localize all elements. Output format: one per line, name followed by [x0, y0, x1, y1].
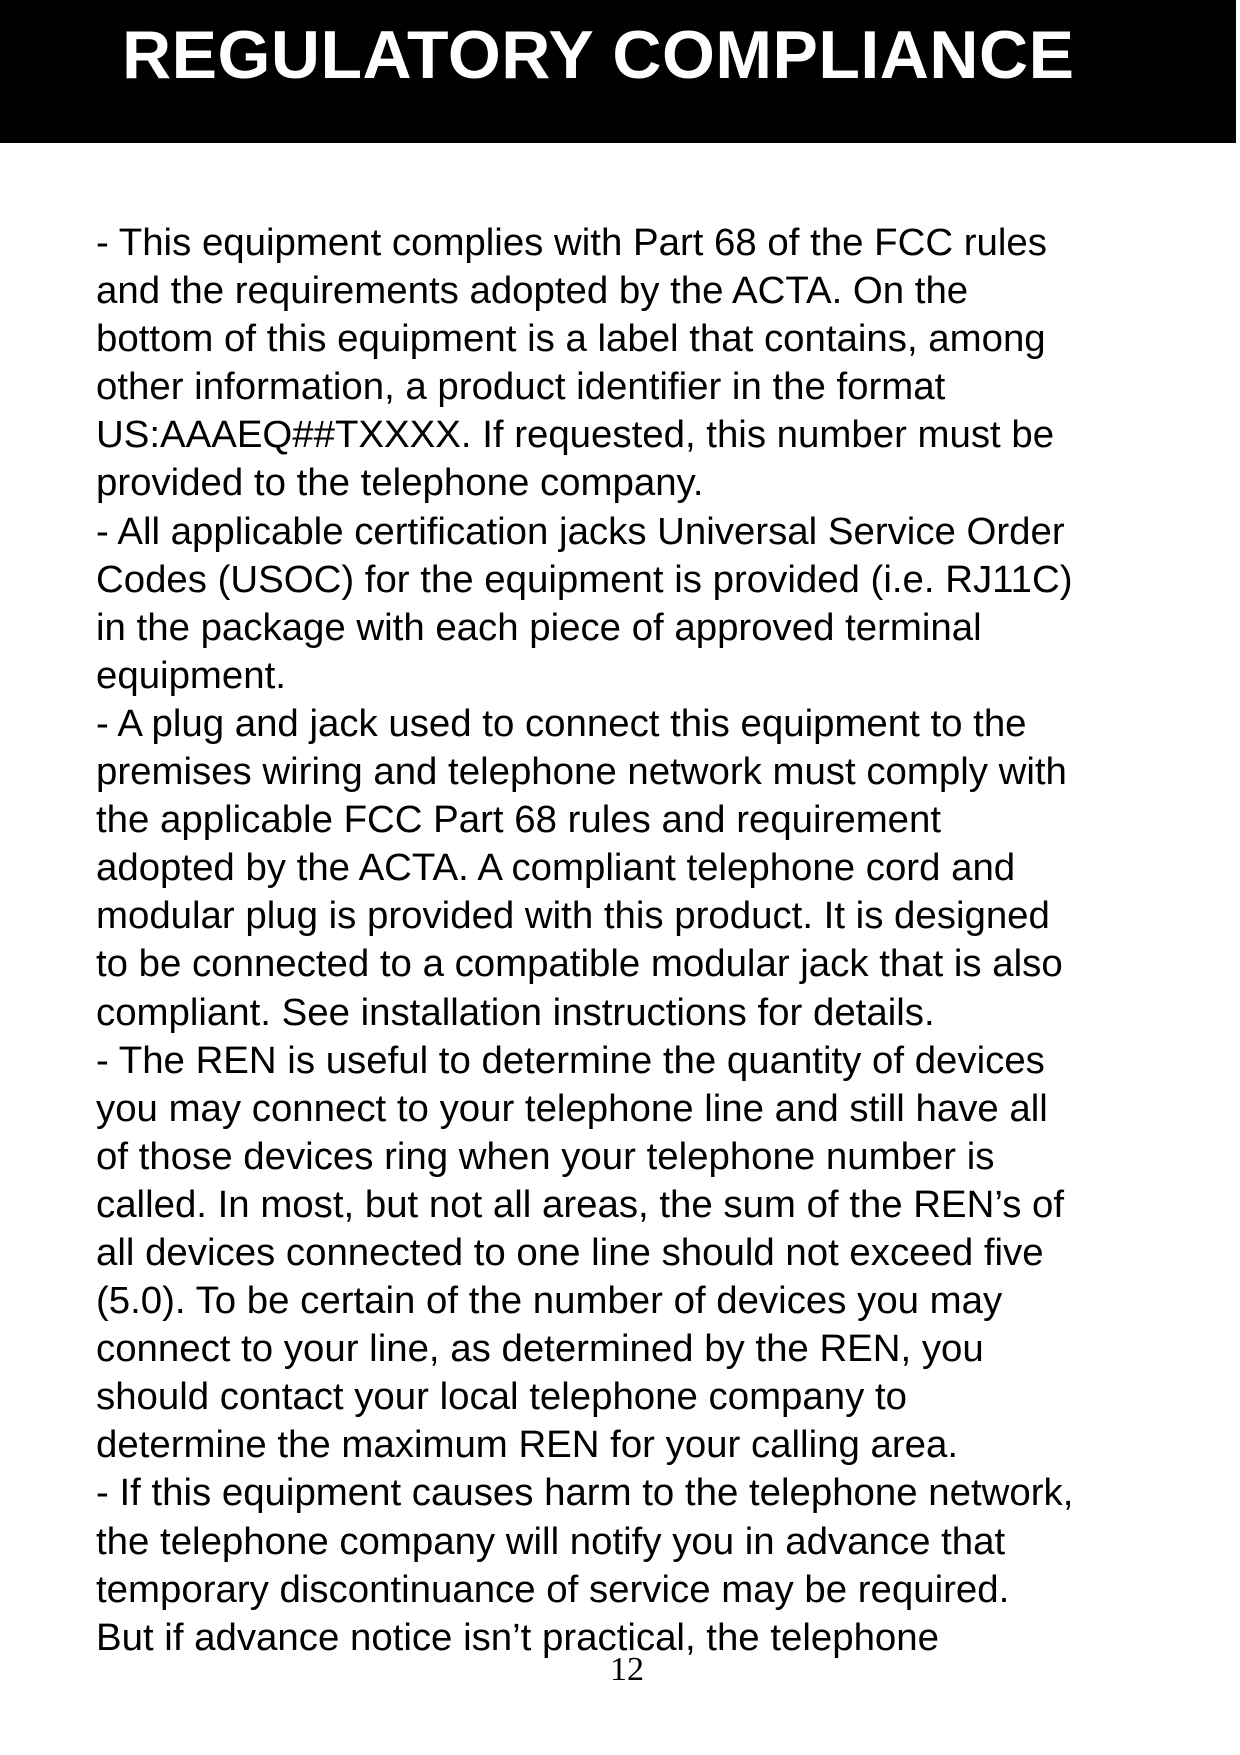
paragraph-ren — [96, 1037, 1216, 1470]
paragraph-usoc-jacks — [96, 508, 1216, 700]
paragraph-network-harm — [96, 1469, 1216, 1661]
text-line: (5.0). To be certain of the number of devices you may — [96, 1279, 1003, 1323]
text-line: - The REN is useful to determine the quantity of devices — [96, 1038, 1045, 1082]
text-line: all devices connected to one line should not exceed five — [96, 1230, 1044, 1274]
text-line: other information, a product identifier in the format — [96, 365, 946, 409]
regulatory-body-text — [96, 219, 1216, 1662]
text-line: But if advance notice isn’t practical, the telephone — [96, 1615, 939, 1659]
text-line: - This equipment complies with Part 68 of the FCC rules — [96, 221, 1047, 264]
text-line: should contact your local telephone company to — [96, 1375, 907, 1419]
text-line: of those devices ring when your telephone number is — [96, 1134, 995, 1178]
text-line: determine the maximum REN for your calling area. — [96, 1423, 958, 1467]
text-line: provided to the telephone company. — [96, 461, 704, 505]
text-line: equipment. — [96, 653, 286, 697]
page-title: REGULATORY COMPLIANCE — [122, 17, 1075, 93]
page-number: 12 — [610, 1651, 644, 1688]
text-line: Codes (USOC) for the equipment is provided (i.e. RJ11C) — [96, 557, 1073, 601]
text-line: - A plug and jack used to connect this equipment to the — [96, 701, 1027, 745]
text-line: and the requirements adopted by the ACTA. On the — [96, 269, 969, 313]
text-line: - If this equipment causes harm to the telephone network, — [96, 1471, 1074, 1515]
text-line: compliant. See installation instructions for details. — [96, 990, 935, 1034]
paragraph-plug-and-jack — [96, 700, 1216, 1037]
text-line: - All applicable certification jacks Universal Service Order — [96, 509, 1065, 553]
text-line: modular plug is provided with this product. It is designed — [96, 894, 1050, 938]
text-line: temporary discontinuance of service may be required. — [96, 1567, 1010, 1611]
text-line: called. In most, but not all areas, the sum of the REN’s of — [96, 1182, 1065, 1226]
text-line: the applicable FCC Part 68 rules and requirement — [96, 798, 942, 842]
text-line: bottom of this equipment is a label that contains, among — [96, 317, 1046, 361]
text-line: to be connected to a compatible modular jack that is also — [96, 942, 1063, 986]
paragraph-fcc-part-68 — [96, 219, 1216, 508]
text-line: the telephone company will notify you in advance that — [96, 1519, 1006, 1563]
text-line: premises wiring and telephone network must comply with — [96, 750, 1067, 794]
text-line: you may connect to your telephone line and still have all — [96, 1086, 1048, 1130]
text-line: adopted by the ACTA. A compliant telephone cord and — [96, 846, 1016, 890]
text-line: US:AAAEQ##TXXXX. If requested, this number must be — [96, 413, 1055, 457]
header-band — [0, 0, 1236, 143]
text-line: connect to your line, as determined by the REN, you — [96, 1327, 984, 1371]
text-line: in the package with each piece of approved terminal — [96, 605, 982, 649]
